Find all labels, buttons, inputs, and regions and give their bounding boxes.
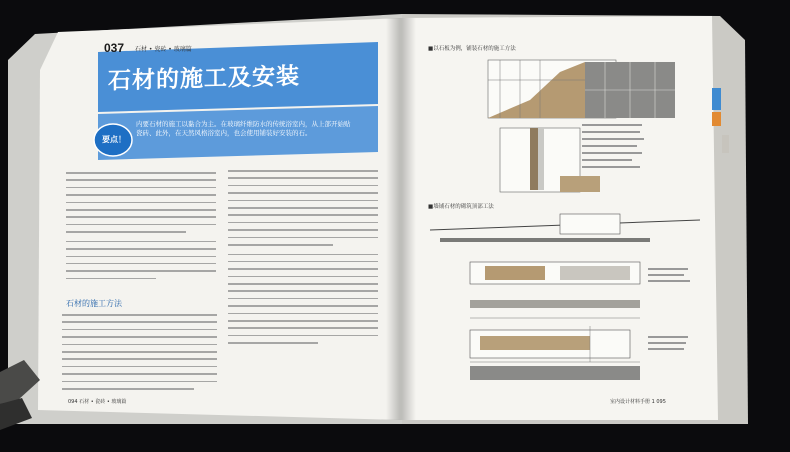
badge-label: 要点！ bbox=[102, 135, 126, 144]
lead-text bbox=[136, 120, 376, 138]
category-label: 石材 • 瓷砖 • 玻璃篇 bbox=[135, 46, 192, 53]
index-tab bbox=[712, 112, 721, 126]
spine-shadow bbox=[386, 18, 416, 420]
figure2-stone bbox=[485, 266, 545, 280]
index-tab bbox=[722, 135, 729, 153]
figure2-base bbox=[470, 366, 640, 380]
body-column-1 bbox=[66, 172, 216, 285]
footer-right: 室内设计材料手册 1 095 bbox=[610, 399, 666, 405]
figure1-slab bbox=[560, 176, 600, 192]
section-heading: 石材的施工方法 bbox=[66, 299, 122, 308]
figure2-caption: ■墙铺石材的砌筑顶部工法 bbox=[428, 204, 494, 210]
figure2-slab bbox=[440, 238, 650, 242]
body-column-1b bbox=[62, 314, 217, 395]
figure1-wall bbox=[530, 128, 538, 190]
body-column-2 bbox=[228, 170, 378, 350]
figure2-stone bbox=[480, 336, 590, 350]
page-title: 石材的施工及安装 bbox=[108, 63, 300, 95]
figure2-stone bbox=[560, 266, 630, 280]
figure1-wall bbox=[538, 128, 544, 190]
index-tab bbox=[712, 88, 721, 110]
figure2-box bbox=[560, 214, 620, 234]
lead-line: 内要石材的施工以黏合为主。在玻璃纤维防水的传统浴室内，从上部开始贴 bbox=[136, 120, 351, 128]
figure2-base bbox=[470, 300, 640, 308]
footer-left: 094 石材 • 瓷砖 • 玻璃篇 bbox=[68, 399, 127, 405]
lead-line: 瓷砖、此外，在天然风格浴室内，也会使用铺装好安装的石。 bbox=[136, 129, 312, 137]
page-tag: 037 bbox=[104, 41, 125, 55]
figure1-caption: ■以石板为例，铺装石材的施工方法 bbox=[428, 46, 516, 52]
